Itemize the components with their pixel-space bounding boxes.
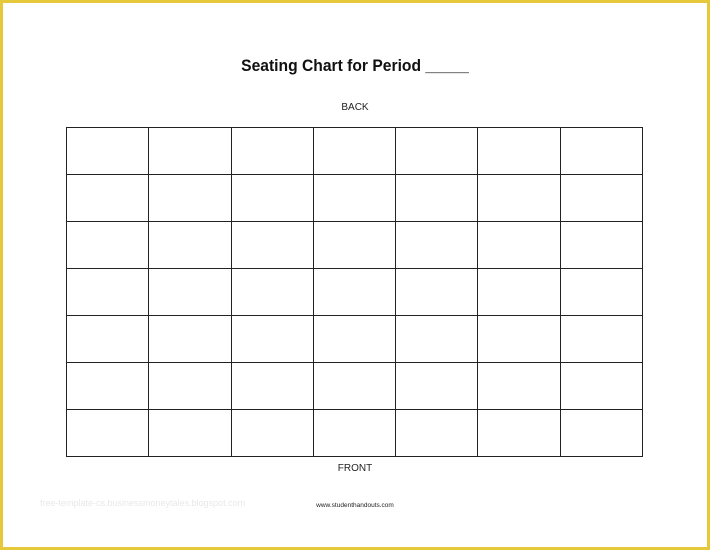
seat-cell xyxy=(231,410,313,457)
seat-cell xyxy=(396,222,478,269)
seat-cell xyxy=(560,410,642,457)
seat-cell xyxy=(560,316,642,363)
seat-cell xyxy=(67,316,149,363)
seat-cell xyxy=(313,363,395,410)
seat-cell xyxy=(231,175,313,222)
back-label: BACK xyxy=(341,102,369,113)
seat-cell xyxy=(560,363,642,410)
seat-row xyxy=(67,363,643,410)
seat-row xyxy=(67,128,643,175)
seat-cell xyxy=(313,410,395,457)
seat-cell xyxy=(560,269,642,316)
seat-cell xyxy=(313,175,395,222)
seat-row xyxy=(67,269,643,316)
seat-cell xyxy=(67,269,149,316)
seat-cell xyxy=(67,222,149,269)
seat-cell xyxy=(67,410,149,457)
seat-cell xyxy=(149,175,231,222)
seat-cell xyxy=(560,128,642,175)
seat-cell xyxy=(396,410,478,457)
seat-cell xyxy=(149,316,231,363)
seat-cell xyxy=(149,269,231,316)
seat-cell xyxy=(478,128,560,175)
seat-cell xyxy=(478,222,560,269)
website-url: www.studenthandouts.com xyxy=(316,502,394,509)
seat-cell xyxy=(313,128,395,175)
watermark: free-template-cs.businessmoneytales.blogspot.com xyxy=(40,498,246,508)
seat-cell xyxy=(67,363,149,410)
seat-cell xyxy=(478,410,560,457)
seat-row xyxy=(67,316,643,363)
seat-cell xyxy=(396,269,478,316)
seat-cell xyxy=(313,316,395,363)
seat-cell xyxy=(231,128,313,175)
seat-cell xyxy=(231,363,313,410)
seat-cell xyxy=(149,128,231,175)
seat-cell xyxy=(231,316,313,363)
seat-cell xyxy=(478,269,560,316)
seat-cell xyxy=(231,269,313,316)
seat-cell xyxy=(396,316,478,363)
seat-cell xyxy=(478,175,560,222)
seat-grid xyxy=(66,127,643,457)
seat-row xyxy=(67,410,643,457)
seat-cell xyxy=(149,410,231,457)
seat-cell xyxy=(478,316,560,363)
seat-cell xyxy=(67,128,149,175)
seat-cell xyxy=(396,128,478,175)
front-label: FRONT xyxy=(337,463,373,474)
page-title: Seating Chart for Period _____ xyxy=(241,56,469,75)
seat-cell xyxy=(560,175,642,222)
seat-cell xyxy=(149,363,231,410)
seat-row xyxy=(67,222,643,269)
seat-cell xyxy=(396,363,478,410)
seat-cell xyxy=(560,222,642,269)
seat-cell xyxy=(478,363,560,410)
seat-row xyxy=(67,175,643,222)
seat-cell xyxy=(231,222,313,269)
seat-cell xyxy=(149,222,231,269)
seat-cell xyxy=(67,175,149,222)
seat-cell xyxy=(313,269,395,316)
seat-cell xyxy=(313,222,395,269)
seat-cell xyxy=(396,175,478,222)
